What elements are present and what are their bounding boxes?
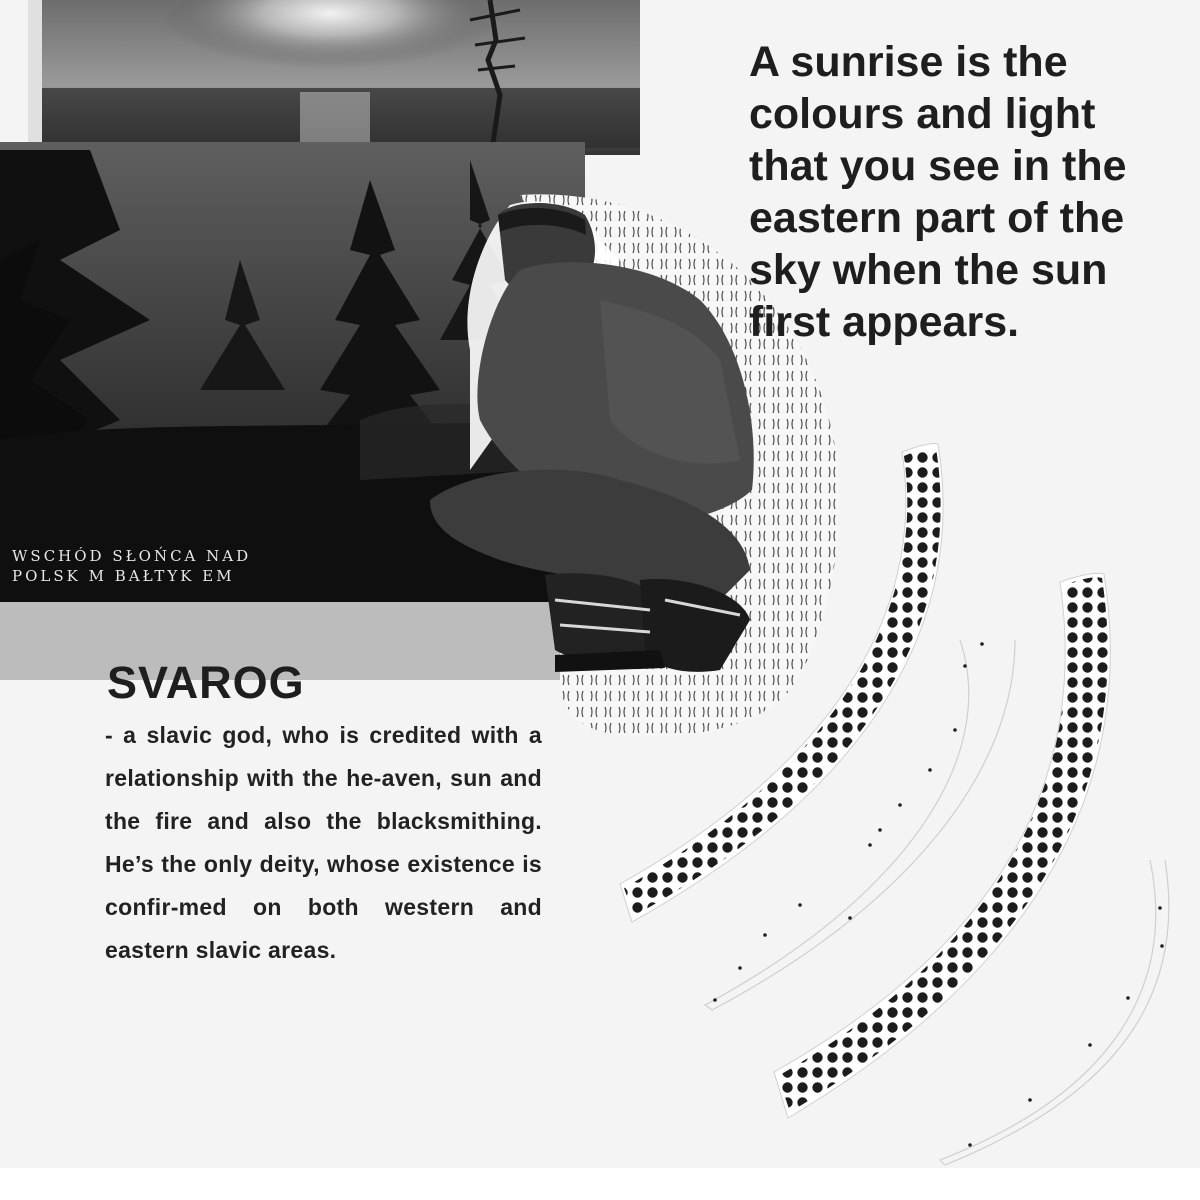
sunset-photo: [28, 0, 640, 155]
photo-caption: [12, 546, 251, 586]
paper-bottom-strip: [0, 1168, 1200, 1200]
deity-title: SVAROG: [107, 657, 305, 708]
photo-caption-line2: POLSK M BAŁTYK EM: [12, 567, 235, 585]
sunrise-headline: A sunrise is the colours and light that you see in the eastern part of the sky when the sun first appears.: [749, 38, 1127, 346]
deity-description: - a slavic god, who is credited with a relationship with the he-aven, sun and the fire and also the blacksmithing. He’s the only deity, whose existence is confir-med on both western and eastern slavic areas.: [105, 722, 542, 963]
photo-caption-line1: WSCHÓD SŁOŃCA NAD: [12, 547, 252, 565]
